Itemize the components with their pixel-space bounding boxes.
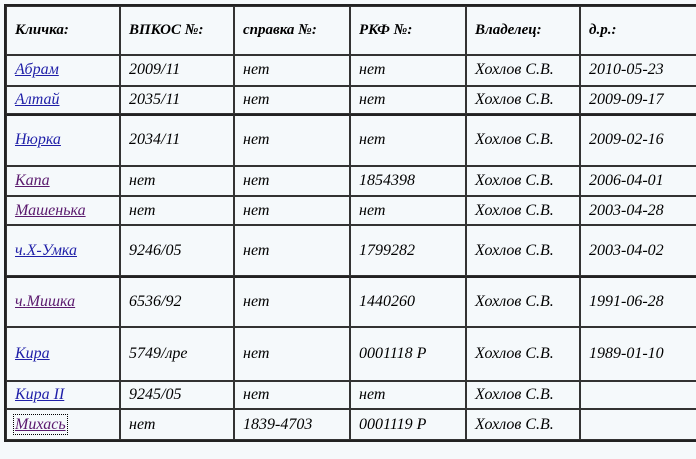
dog-name-cell: [6, 196, 120, 225]
dog-name-link[interactable]: Кира: [15, 344, 50, 362]
rkf-cell: 1440260: [350, 276, 466, 327]
owner-cell: Хохлов С.В.: [466, 196, 580, 225]
owner-cell: Хохлов С.В.: [466, 114, 580, 165]
dog-name-link[interactable]: Машенька: [15, 201, 86, 219]
vpkos-cell: 9245/05: [120, 381, 234, 410]
rkf-cell: нет: [350, 196, 466, 225]
table-row: [6, 196, 696, 225]
dog-name-link[interactable]: Абрам: [15, 61, 59, 79]
dogs-table-container: [4, 4, 696, 442]
dob-cell: 1989-01-10: [580, 327, 696, 380]
dog-name-cell: [6, 381, 120, 410]
column-header-rkf: РКФ №:: [350, 6, 466, 55]
spravka-cell: нет: [234, 196, 350, 225]
dog-name-link[interactable]: Кира II: [15, 385, 65, 403]
rkf-cell: 1799282: [350, 225, 466, 276]
column-header-name: Кличка:: [6, 6, 120, 55]
spravka-cell: нет: [234, 86, 350, 115]
dog-name-link[interactable]: ч.Х-Умка: [15, 241, 77, 259]
dog-name-cell: [6, 86, 120, 115]
spravka-cell: нет: [234, 327, 350, 380]
vpkos-cell: 6536/92: [120, 276, 234, 327]
column-header-owner: Владелец:: [466, 6, 580, 55]
owner-cell: Хохлов С.В.: [466, 55, 580, 86]
column-header-vpkos: ВПКОС №:: [120, 6, 234, 55]
spravka-cell: нет: [234, 225, 350, 276]
dog-name-cell: [6, 276, 120, 327]
spravka-cell: нет: [234, 166, 350, 197]
dob-cell: 1991-06-28: [580, 276, 696, 327]
dog-name-link[interactable]: Алтай: [15, 91, 60, 109]
table-row: [6, 114, 696, 165]
owner-cell: Хохлов С.В.: [466, 381, 580, 410]
spravka-cell: нет: [234, 381, 350, 410]
dog-name-link[interactable]: Михась: [15, 415, 66, 433]
dob-cell: 2006-04-01: [580, 166, 696, 197]
dog-name-cell: [6, 55, 120, 86]
dob-cell: [580, 381, 696, 410]
owner-cell: Хохлов С.В.: [466, 225, 580, 276]
rkf-cell: нет: [350, 381, 466, 410]
dogs-table: [4, 4, 696, 442]
dob-cell: 2010-05-23: [580, 55, 696, 86]
vpkos-cell: нет: [120, 166, 234, 197]
vpkos-cell: нет: [120, 196, 234, 225]
table-row: [6, 327, 696, 380]
table-row: [6, 166, 696, 197]
vpkos-cell: 9246/05: [120, 225, 234, 276]
spravka-cell: нет: [234, 276, 350, 327]
rkf-cell: 0001119 Р: [350, 409, 466, 440]
dog-name-cell: [6, 166, 120, 197]
owner-cell: Хохлов С.В.: [466, 276, 580, 327]
rkf-cell: нет: [350, 55, 466, 86]
vpkos-cell: 5749/лре: [120, 327, 234, 380]
vpkos-cell: 2009/11: [120, 55, 234, 86]
dob-cell: 2003-04-28: [580, 196, 696, 225]
dog-name-cell: [6, 327, 120, 380]
dob-cell: 2009-02-16: [580, 114, 696, 165]
column-header-dob: д.р.:: [580, 6, 696, 55]
rkf-cell: нет: [350, 86, 466, 115]
table-row: [6, 276, 696, 327]
owner-cell: Хохлов С.В.: [466, 327, 580, 380]
table-row: [6, 409, 696, 440]
rkf-cell: 1854398: [350, 166, 466, 197]
dog-name-link[interactable]: Нюрка: [15, 131, 61, 149]
vpkos-cell: 2034/11: [120, 114, 234, 165]
spravka-cell: нет: [234, 55, 350, 86]
table-row: [6, 55, 696, 86]
dog-name-cell: [6, 225, 120, 276]
table-row: [6, 86, 696, 115]
vpkos-cell: нет: [120, 409, 234, 440]
dog-name-cell: [6, 409, 120, 440]
owner-cell: Хохлов С.В.: [466, 86, 580, 115]
rkf-cell: нет: [350, 114, 466, 165]
table-row: [6, 381, 696, 410]
dog-name-link[interactable]: Капа: [15, 171, 50, 189]
spravka-cell: нет: [234, 114, 350, 165]
vpkos-cell: 2035/11: [120, 86, 234, 115]
owner-cell: Хохлов С.В.: [466, 166, 580, 197]
table-row: [6, 225, 696, 276]
dog-name-link[interactable]: ч.Мишка: [15, 293, 76, 311]
spravka-cell: 1839-4703: [234, 409, 350, 440]
rkf-cell: 0001118 Р: [350, 327, 466, 380]
dob-cell: [580, 409, 696, 440]
dog-name-cell: [6, 114, 120, 165]
owner-cell: Хохлов С.В.: [466, 409, 580, 440]
dob-cell: 2003-04-02: [580, 225, 696, 276]
column-header-spravka: справка №:: [234, 6, 350, 55]
table-header-row: [6, 6, 696, 55]
dob-cell: 2009-09-17: [580, 86, 696, 115]
